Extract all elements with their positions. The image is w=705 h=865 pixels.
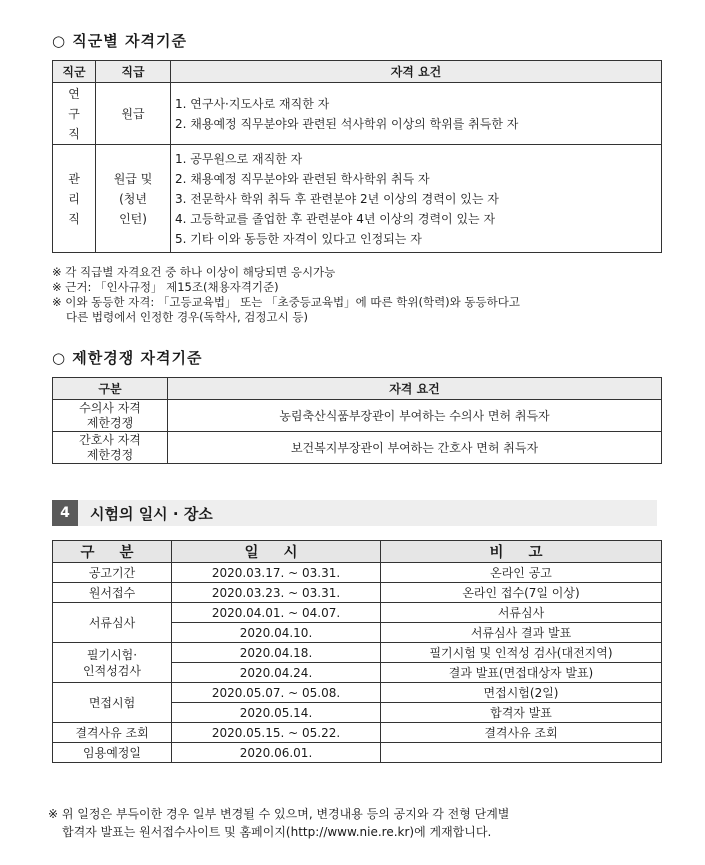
schedule-remark: 온라인 공고	[381, 563, 662, 583]
schedule-category: 면접시험	[53, 683, 172, 723]
schedule-date: 2020.04.01. ~ 04.07.	[172, 603, 381, 623]
table-row	[53, 683, 662, 703]
table-row	[53, 432, 662, 464]
schedule-remark: 온라인 접수(7일 이상)	[381, 583, 662, 603]
schedule-remark: 서류심사 결과 발표	[381, 623, 662, 643]
schedule-category: 임용예정일	[53, 743, 172, 763]
schedule-remark: 면접시험(2일)	[381, 683, 662, 703]
schedule-remark	[381, 743, 662, 763]
schedule-date: 2020.04.10.	[172, 623, 381, 643]
header-requirements: 자격 요건	[168, 378, 662, 400]
category-veterinarian: 수의사 자격 제한경쟁	[53, 400, 168, 432]
section-4-title: 시험의 일시 · 장소	[90, 505, 213, 523]
schedule-date: 2020.05.15. ~ 05.22.	[172, 723, 381, 743]
schedule-date: 2020.03.17. ~ 03.31.	[172, 563, 381, 583]
schedule-remark: 결과 발표(면접대상자 발표)	[381, 663, 662, 683]
qualification-notes	[52, 265, 672, 325]
schedule-remark: 결격사유 조회	[381, 723, 662, 743]
table-row	[53, 643, 662, 663]
note-line: ※ 각 직급별 자격요건 중 하나 이상이 해당되면 응시가능	[52, 265, 336, 279]
header-requirements: 자격 요건	[171, 61, 662, 83]
section-number-badge: 4	[52, 500, 78, 526]
schedule-remark: 합격자 발표	[381, 703, 662, 723]
header-category: 구 분	[53, 541, 172, 563]
table-row	[53, 743, 662, 763]
requirements-research: 1. 연구사·지도사로 재직한 자 2. 채용예정 직무분야와 관련된 석사학위 이상의 학위를 취득한 자	[171, 83, 662, 145]
table-row	[53, 400, 662, 432]
table-row	[53, 563, 662, 583]
section-title-restricted-competition: ○ 제한경쟁 자격기준	[52, 349, 203, 367]
group-research: 연 구 직	[53, 83, 96, 145]
header-category: 구분	[53, 378, 168, 400]
header-date: 일 시	[172, 541, 381, 563]
category-nurse: 간호사 자격 제한경정	[53, 432, 168, 464]
exam-schedule-table	[52, 540, 662, 763]
restricted-competition-table	[52, 377, 662, 464]
schedule-category: 원서접수	[53, 583, 172, 603]
schedule-date: 2020.04.18.	[172, 643, 381, 663]
schedule-date: 2020.05.14.	[172, 703, 381, 723]
group-admin: 관 리 직	[53, 145, 96, 253]
table-row	[53, 603, 662, 623]
schedule-remark: 필기시험 및 인적성 검사(대전지역)	[381, 643, 662, 663]
job-qualification-table	[52, 60, 662, 253]
grade-admin: 원급 및 (청년 인턴)	[96, 145, 171, 253]
schedule-date: 2020.03.23. ~ 03.31.	[172, 583, 381, 603]
footnote-line: 합격자 발표는 원서접수사이트 및 홈페이지(http://www.nie.re.kr)에 게재합니다.	[62, 825, 492, 839]
schedule-date: 2020.05.07. ~ 05.08.	[172, 683, 381, 703]
schedule-remark: 서류심사	[381, 603, 662, 623]
schedule-date: 2020.04.24.	[172, 663, 381, 683]
schedule-category: 결격사유 조회	[53, 723, 172, 743]
footnote-line: ※ 위 일정은 부득이한 경우 일부 변경될 수 있으며, 변경내용 등의 공지와 각 전형 단계별	[48, 807, 510, 821]
requirement-nurse: 보건복지부장관이 부여하는 간호사 면허 취득자	[168, 432, 662, 464]
schedule-category: 필기시험· 인적성검사	[53, 643, 172, 683]
note-line: ※ 이와 동등한 자격: 「고등교육법」 또는 「초중등교육법」에 따른 학위(학력)와 동등하다고	[52, 295, 520, 309]
note-line: 다른 법령에서 인정한 경우(독학사, 검정고시 등)	[66, 310, 308, 324]
requirements-admin: 1. 공무원으로 재직한 자 2. 채용예정 직무분야와 관련된 학사학위 취득 자 3. 전문학사 학위 취득 후 관련분야 2년 이상의 경력이 있는 자 4. 고등학교를 졸업한 후 관련분야 4년 이상의 경력이 있는 자 5. 기타 이와 동등한 자격이 있다고 인정되는 자	[171, 145, 662, 253]
requirement-veterinarian: 농림축산식품부장관이 부여하는 수의사 면허 취득자	[168, 400, 662, 432]
header-group: 직군	[53, 61, 96, 83]
header-grade: 직급	[96, 61, 171, 83]
table-row	[53, 145, 662, 253]
table-row	[53, 723, 662, 743]
note-line: ※ 근거: 「인사규정」 제15조(채용자격기준)	[52, 280, 279, 294]
grade-research: 원급	[96, 83, 171, 145]
schedule-category: 공고기간	[53, 563, 172, 583]
header-remarks: 비 고	[381, 541, 662, 563]
table-row	[53, 83, 662, 145]
section-title-job-qualifications: ○ 직군별 자격기준	[52, 32, 187, 50]
schedule-footnote	[48, 805, 678, 841]
table-row	[53, 583, 662, 603]
schedule-date: 2020.06.01.	[172, 743, 381, 763]
schedule-category: 서류심사	[53, 603, 172, 643]
